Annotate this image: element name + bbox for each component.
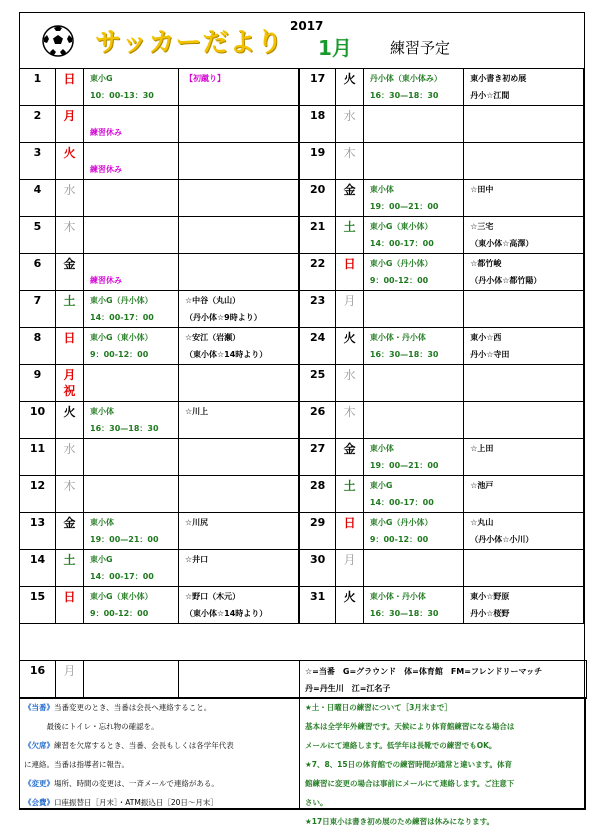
cell-line: 東小G <box>90 74 113 83</box>
practice-cell <box>363 106 463 143</box>
calendar-row <box>20 180 299 217</box>
practice-cell <box>363 365 463 402</box>
soccer-ball-icon <box>42 25 74 57</box>
weekday: 水 <box>56 180 84 217</box>
weekday: 木 <box>56 476 84 513</box>
cell-line: ☆野口（木元） <box>185 592 241 601</box>
practice-cell <box>363 69 463 106</box>
day-number: 28 <box>300 476 336 513</box>
day-number: 4 <box>20 180 56 217</box>
notes-section <box>19 697 586 826</box>
weekday: 木 <box>336 402 364 439</box>
day-number: 30 <box>300 550 336 587</box>
calendar-left-table <box>19 68 299 624</box>
practice-cell <box>363 291 463 328</box>
calendar-row <box>20 254 299 291</box>
calendar-row <box>300 550 584 587</box>
note-tag: 《当番》 <box>24 703 54 712</box>
rule-note-line <box>20 774 299 793</box>
note-text: に連絡。当番は指導者に報告。 <box>24 760 129 769</box>
cell-line: ☆上田 <box>470 444 494 453</box>
cell-line: 東小G（丹小体） <box>369 518 433 527</box>
newsletter-frame <box>19 12 585 826</box>
cell-line: 14：00-17：00 <box>369 239 434 248</box>
duty-cell <box>179 217 299 254</box>
duty-cell <box>464 476 584 513</box>
cell-line: 東小☆野原 <box>470 592 510 601</box>
practice-cell <box>84 587 179 624</box>
day-number: 11 <box>20 439 56 476</box>
practice-cell <box>363 328 463 365</box>
duty-cell <box>464 69 584 106</box>
duty-cell <box>179 180 299 217</box>
weekday: 木 <box>336 143 364 180</box>
header <box>20 13 586 68</box>
calendar-row <box>300 402 584 439</box>
cell-line: 14：00-17：00 <box>369 498 434 507</box>
calendar-row <box>20 69 299 106</box>
cell-line: 9：00-12：00 <box>90 609 149 618</box>
cell-line <box>90 144 178 161</box>
practice-cell <box>84 402 179 439</box>
cell-line: 練習休み <box>90 165 122 174</box>
cell-line: 丹小☆寺田 <box>470 350 510 359</box>
cell-line: ☆井口 <box>185 555 209 564</box>
calendar-row <box>300 365 584 402</box>
duty-cell <box>179 291 299 328</box>
cell-line: 14：00-17：00 <box>90 572 154 581</box>
practice-cell <box>363 254 463 291</box>
rule-note-line <box>20 698 299 717</box>
practice-cell <box>84 550 179 587</box>
weekday: 水 <box>336 106 364 143</box>
day-number: 5 <box>20 217 56 254</box>
cell-line: 丹小☆桜野 <box>470 609 510 618</box>
practice-cell <box>363 476 463 513</box>
duty-cell <box>179 69 299 106</box>
cell-line: 19：00—21：00 <box>90 535 159 544</box>
cell-line: 16：30—18：30 <box>369 91 439 100</box>
newsletter-title: サッカーだより <box>95 28 284 58</box>
cell-line: ☆川尻 <box>185 518 209 527</box>
calendar-row <box>300 180 584 217</box>
cell-line: 東小体 <box>369 185 394 194</box>
calendar-row <box>20 476 299 513</box>
calendar-row <box>300 476 584 513</box>
month-label: 1月 <box>318 36 352 60</box>
duty-cell <box>464 550 584 587</box>
cell-line: （東小体☆14時より） <box>185 609 268 618</box>
note-text: 場所、時間の変更は、一斉メールで連絡がある。 <box>54 779 219 788</box>
day-number: 26 <box>300 402 336 439</box>
weekday: 金 <box>336 180 364 217</box>
day-number: 21 <box>300 217 336 254</box>
cell-line: 東小G <box>90 555 113 564</box>
duty-cell <box>179 402 299 439</box>
practice-cell <box>84 180 179 217</box>
cell-line: （丹小体☆9時より） <box>185 313 262 322</box>
weekday: 火 <box>56 143 84 180</box>
weekday: 日 <box>336 513 364 550</box>
weekday: 日 <box>56 328 84 365</box>
cell-line: 14：00-17：00 <box>90 313 154 322</box>
weekday: 水 <box>56 439 84 476</box>
note-text: 練習を欠席するとき、当番、会長もしくは各学年代表 <box>54 741 234 750</box>
weekday: 日 <box>56 587 84 624</box>
practice-note-line: 館練習に変更の場合は事前にメールにて連絡します。ご注意下 <box>305 779 515 788</box>
weekday: 火 <box>336 69 364 106</box>
legend-line: 丹=丹生川 江=江名子 <box>305 684 391 693</box>
practice-cell <box>363 143 463 180</box>
practice-note-line: ★17日東小は書き初め展のため練習は休みになります。 <box>305 817 495 826</box>
practice-cell <box>363 513 463 550</box>
calendar-row <box>300 217 584 254</box>
day-number: 24 <box>300 328 336 365</box>
duty-cell <box>179 254 299 291</box>
day-number: 29 <box>300 513 336 550</box>
practice-note-line: さい。 <box>305 798 328 807</box>
day-number: 2 <box>20 106 56 143</box>
rule-note-line <box>20 755 299 774</box>
cell-line: ☆安江（岩瀬） <box>185 333 241 342</box>
practice-schedule-label: 練習予定 <box>390 39 451 57</box>
duty-cell <box>179 513 299 550</box>
calendar-row <box>20 550 299 587</box>
day-number: 19 <box>300 143 336 180</box>
practice-cell <box>84 328 179 365</box>
duty-cell <box>179 143 299 180</box>
day-number: 18 <box>300 106 336 143</box>
note-tag: 《会費》 <box>24 798 54 807</box>
duty-cell <box>179 328 299 365</box>
cell-line: （東小体☆高澤） <box>470 239 534 248</box>
note-tag: 《欠席》 <box>24 741 54 750</box>
weekday: 土 <box>56 291 84 328</box>
cell-line: ☆田中 <box>470 185 494 194</box>
duty-cell <box>179 106 299 143</box>
calendar-row <box>300 291 584 328</box>
cell-line: 16：30—18：30 <box>90 424 159 433</box>
calendar-row <box>20 365 299 402</box>
cell-line: 東小G（東小体） <box>90 333 153 342</box>
calendar-row <box>300 439 584 476</box>
weekday: 月 祝 <box>56 365 84 402</box>
duty-cell <box>464 328 584 365</box>
duty-cell <box>464 365 584 402</box>
cell-line: 東小☆西 <box>470 333 502 342</box>
calendar-row <box>20 291 299 328</box>
cell-line: 19：00—21：00 <box>369 202 439 211</box>
legend <box>300 661 587 699</box>
cell-line: 東小G（東小体） <box>90 592 153 601</box>
weekday: 金 <box>56 254 84 291</box>
weekday: 日 <box>336 254 364 291</box>
day-number: 31 <box>300 587 336 624</box>
rule-note-line <box>20 793 299 812</box>
duty-cell <box>464 587 584 624</box>
note-text: 当番変更のとき、当番は会長へ連絡すること。 <box>54 703 212 712</box>
day-number: 1 <box>20 69 56 106</box>
note-tag: 《変更》 <box>24 779 54 788</box>
cell-line: 16：30—18：30 <box>369 350 439 359</box>
rule-note-line <box>20 736 299 755</box>
cell-line: 16：30—18：30 <box>369 609 439 618</box>
duty-cell <box>179 550 299 587</box>
cell-line: ☆川上 <box>185 407 209 416</box>
cell-line: 東小書き初め展 <box>470 74 527 83</box>
legend-line: ☆=当番 G=グラウンド 体=体育館 FM=フレンドリーマッチ <box>305 667 543 676</box>
calendar-row <box>20 328 299 365</box>
cell-line: （丹小体☆都竹陽） <box>470 276 542 285</box>
calendar-row <box>20 402 299 439</box>
day-number: 6 <box>20 254 56 291</box>
day-number: 8 <box>20 328 56 365</box>
practice-cell <box>84 143 179 180</box>
practice-cell <box>363 402 463 439</box>
day-number: 17 <box>300 69 336 106</box>
day-number: 16 <box>20 661 56 699</box>
day-number: 27 <box>300 439 336 476</box>
rule-note-line <box>20 717 299 736</box>
weekday: 月 <box>56 106 84 143</box>
day-number: 12 <box>20 476 56 513</box>
duty-cell <box>179 365 299 402</box>
weekday: 月 <box>56 661 84 699</box>
day-number: 13 <box>20 513 56 550</box>
practice-cell <box>84 291 179 328</box>
day-number: 22 <box>300 254 336 291</box>
note-text: 最後にトイレ・忘れ物の確認を。 <box>24 722 159 731</box>
cell-line: 東小G（丹小体） <box>369 259 433 268</box>
cell-line: 東小体・丹小体 <box>369 333 426 342</box>
duty-cell <box>464 439 584 476</box>
weekday: 月 <box>336 291 364 328</box>
cell-line: 東小G（東小体） <box>369 222 433 231</box>
duty-cell <box>464 180 584 217</box>
weekday: 火 <box>336 328 364 365</box>
calendar-row <box>20 439 299 476</box>
calendar-row-16 <box>19 660 587 699</box>
day-number: 9 <box>20 365 56 402</box>
cell-line: 東小体 <box>90 407 114 416</box>
cell-line: 丹小☆江間 <box>470 91 510 100</box>
cell-line: ☆中谷（丸山） <box>185 296 241 305</box>
calendar-row <box>300 587 584 624</box>
weekday: 土 <box>336 217 364 254</box>
cell-line: 東小G <box>369 481 393 490</box>
practice-cell <box>84 254 179 291</box>
weekday: 木 <box>56 217 84 254</box>
day-number: 23 <box>300 291 336 328</box>
weekday: 水 <box>336 365 364 402</box>
practice-note-line: ★土・日曜日の練習について［3月末まで］ <box>305 703 452 712</box>
calendar-row <box>300 143 584 180</box>
practice-cell <box>84 476 179 513</box>
practice-cell <box>363 180 463 217</box>
day-number: 15 <box>20 587 56 624</box>
day-number: 10 <box>20 402 56 439</box>
cell-line: ☆池戸 <box>470 481 494 490</box>
day-number: 25 <box>300 365 336 402</box>
cell-line: 練習休み <box>90 128 122 137</box>
rules-notes <box>19 697 300 810</box>
calendar-row <box>300 69 584 106</box>
calendar-row <box>20 513 299 550</box>
duty-cell <box>179 476 299 513</box>
calendar-row <box>20 106 299 143</box>
weekday: 月 <box>336 550 364 587</box>
duty-cell <box>464 106 584 143</box>
cell-line: 10：00-13：30 <box>90 91 154 100</box>
cell-line: 19：00—21：00 <box>369 461 439 470</box>
practice-cell <box>363 587 463 624</box>
calendar-row <box>300 513 584 550</box>
calendar-row <box>300 254 584 291</box>
practice-notes <box>299 697 586 826</box>
year-label: 2017 <box>290 19 324 33</box>
calendar-row <box>300 328 584 365</box>
cell-line: 東小体・丹小体 <box>369 592 426 601</box>
day-number: 7 <box>20 291 56 328</box>
practice-note-line: メールにて連絡します。低学年は長靴での練習でもOK。 <box>305 741 497 750</box>
cell-line: 東小体 <box>90 518 114 527</box>
practice-note-line: 基本は全学年外練習です。天候により体育館練習になる場合は <box>305 722 515 731</box>
note-text: 口座振替日［月末］・ATM振込日［20日～月末］ <box>54 798 218 807</box>
duty-cell <box>464 402 584 439</box>
calendar-row <box>20 587 299 624</box>
duty-cell <box>464 143 584 180</box>
duty-cell <box>464 291 584 328</box>
cell-line: 【初蹴り】 <box>185 74 225 83</box>
weekday: 金 <box>336 439 364 476</box>
cell-line: 9：00-12：00 <box>369 276 429 285</box>
cell-line: ☆都竹峻 <box>470 259 502 268</box>
weekday: 土 <box>56 550 84 587</box>
weekday: 火 <box>56 402 84 439</box>
weekday: 日 <box>56 69 84 106</box>
practice-cell <box>84 69 179 106</box>
practice-note-line: ★7、8、15日の体育館での練習時間が通常と違います。体育 <box>305 760 512 769</box>
practice-cell <box>363 439 463 476</box>
cell-line: ☆三宅 <box>470 222 494 231</box>
practice-cell <box>84 217 179 254</box>
cell-line: 練習休み <box>90 276 122 285</box>
calendar-row <box>300 106 584 143</box>
practice-cell <box>84 513 179 550</box>
calendar-row <box>20 143 299 180</box>
cell-line: ☆丸山 <box>470 518 494 527</box>
duty-cell <box>464 513 584 550</box>
day-number: 3 <box>20 143 56 180</box>
practice-cell <box>363 550 463 587</box>
calendar-right-table <box>299 68 584 624</box>
duty-cell <box>179 587 299 624</box>
cell-line: 丹小体（東小体み） <box>369 74 442 83</box>
duty-cell <box>464 217 584 254</box>
cell-line: 東小G（丹小体） <box>90 296 153 305</box>
practice-cell <box>84 365 179 402</box>
day-number: 14 <box>20 550 56 587</box>
cell-line: 9：00-12：00 <box>90 350 149 359</box>
practice-cell <box>84 439 179 476</box>
weekday: 金 <box>56 513 84 550</box>
calendar-row <box>20 217 299 254</box>
day-number: 20 <box>300 180 336 217</box>
practice-cell <box>363 217 463 254</box>
cell-line: （丹小体☆小川） <box>470 535 534 544</box>
cell-line <box>90 107 178 124</box>
cell-line: （東小体☆14時より） <box>185 350 268 359</box>
duty-cell <box>464 254 584 291</box>
weekday: 土 <box>336 476 364 513</box>
cell-line <box>90 255 178 272</box>
practice-cell <box>84 106 179 143</box>
cell-line: 東小体 <box>369 444 394 453</box>
weekday: 火 <box>336 587 364 624</box>
duty-cell <box>179 439 299 476</box>
cell-line: 9：00-12：00 <box>369 535 429 544</box>
